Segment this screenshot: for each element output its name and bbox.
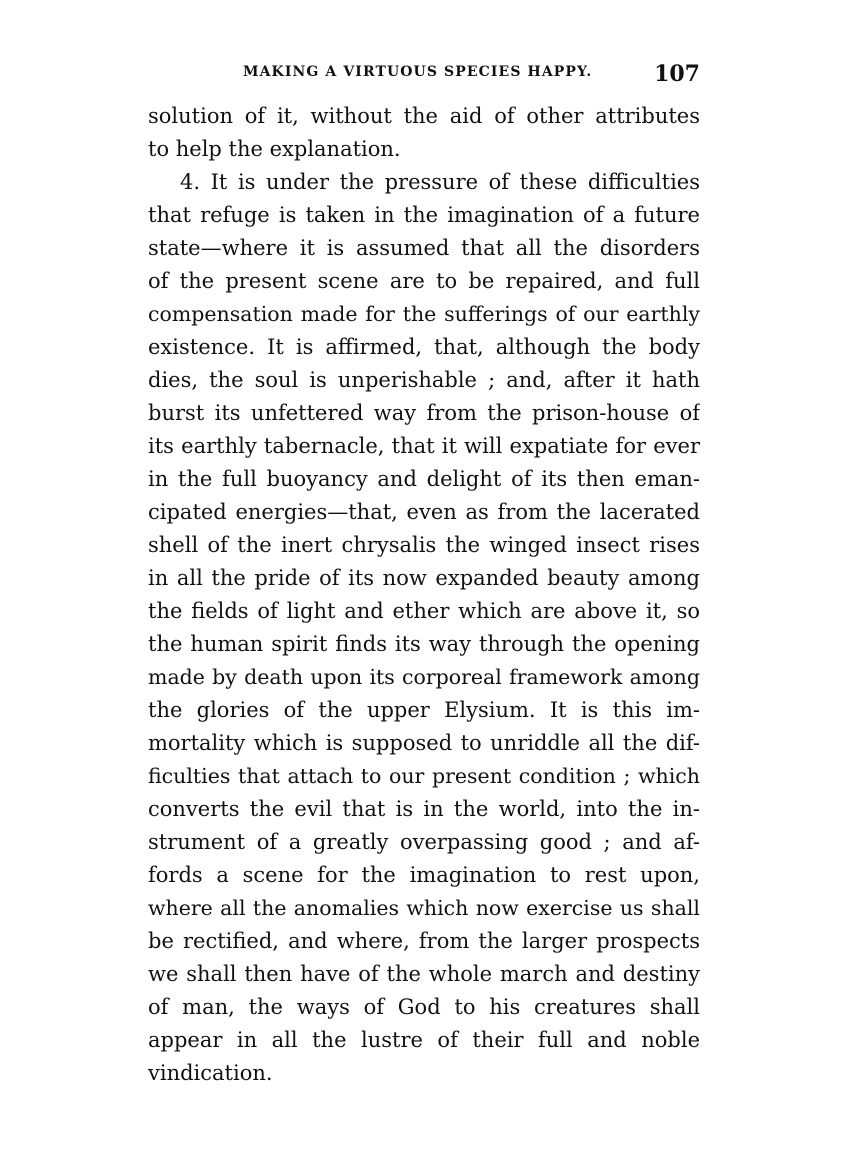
- text-line: shell of the inert chrysalis the winged insect rises: [148, 533, 700, 557]
- text-line: state—where it is assumed that all the disorders: [148, 236, 700, 260]
- text-line: vindication.: [148, 1061, 273, 1085]
- paragraph-start-line: 4. It is under the pressure of these difficulties: [180, 170, 700, 194]
- text-line: where all the anomalies which now exercise us shall: [148, 896, 700, 920]
- text-line: dies, the soul is unperishable ; and, after it hath: [148, 368, 700, 392]
- text-line: in the full buoyancy and delight of its then eman-: [148, 467, 700, 491]
- text-line: the glories of the upper Elysium. It is this im-: [148, 698, 700, 722]
- text-line: compensation made for the sufferings of our earthly: [148, 302, 700, 326]
- text-line: to help the explanation.: [148, 137, 401, 161]
- text-line: fords a scene for the imagination to rest upon,: [148, 863, 700, 887]
- text-line: of the present scene are to be repaired, and full: [148, 269, 700, 293]
- text-line: the fields of light and ether which are above it, so: [148, 599, 700, 623]
- text-line: we shall then have of the whole march and destiny: [148, 962, 700, 986]
- text-line: in all the pride of its now expanded beauty among: [148, 566, 700, 590]
- text-line: mortality which is supposed to unriddle all the dif-: [148, 731, 700, 755]
- text-line: of man, the ways of God to his creatures shall: [148, 995, 700, 1019]
- text-line: the human spirit finds its way through the opening: [148, 632, 700, 656]
- text-line: solution of it, without the aid of other attributes: [148, 104, 700, 128]
- text-line: made by death upon its corporeal framework among: [148, 665, 700, 689]
- running-title: MAKING A VIRTUOUS SPECIES HAPPY.: [243, 64, 593, 80]
- text-line: converts the evil that is in the world, into the in-: [148, 797, 700, 821]
- text-line: cipated energies—that, even as from the lacerated: [148, 500, 700, 524]
- running-head: [148, 62, 708, 92]
- text-line: appear in all the lustre of their full and noble: [148, 1028, 700, 1052]
- text-line: its earthly tabernacle, that it will expatiate for ever: [148, 434, 700, 458]
- page-number: 107: [654, 61, 700, 87]
- body-text: [148, 100, 700, 1090]
- text-line: existence. It is affirmed, that, although the body: [148, 335, 700, 359]
- text-line: ficulties that attach to our present condition ; which: [148, 764, 700, 788]
- text-line: be rectified, and where, from the larger prospects: [148, 929, 700, 953]
- text-line: that refuge is taken in the imagination of a future: [148, 203, 700, 227]
- text-line: burst its unfettered way from the prison-house of: [148, 401, 700, 425]
- text-line: strument of a greatly overpassing good ; and af-: [148, 830, 700, 854]
